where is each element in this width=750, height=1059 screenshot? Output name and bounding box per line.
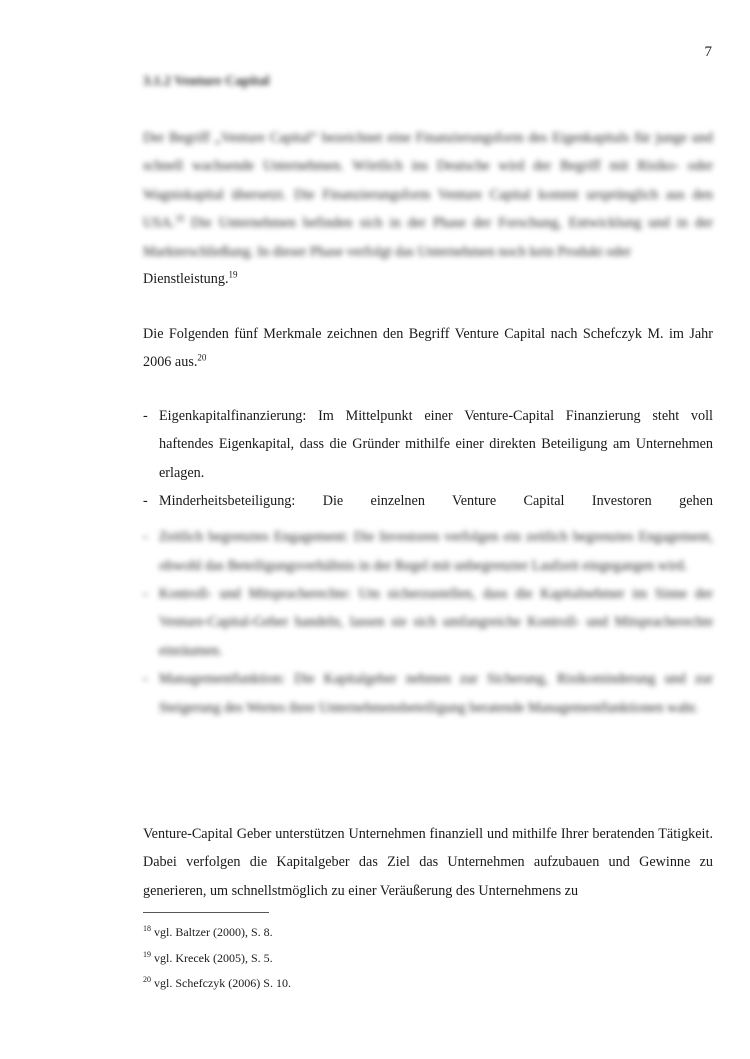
bullet-dash: - <box>143 408 148 424</box>
list-item-text: Managementfunktion: Die Kapitalgeber nehmen zur Sicherung, Risikominderung und zur Steigerung des Wertes ihrer Unternehmensbeteiligung beratende Managementfunktionen wahr. <box>159 671 713 716</box>
paragraph-1-blurred <box>143 124 713 266</box>
list-item <box>143 523 713 580</box>
footnote-text: vgl. Baltzer (2000), S. 8. <box>154 925 273 939</box>
list-item <box>143 402 713 487</box>
footnote-ref-20: 20 <box>197 352 207 363</box>
list-item-text: Zeitlich begrenztes Engagement: Die Investoren verfolgen ein zeitlich begrenztes Engagement, obwohl das Beteiligungsverhältnis in der Regel mit unbegrenzter Laufzeit eingegangen wird. <box>159 529 713 574</box>
bullet-dash: - <box>143 493 148 510</box>
paragraph-2-text: Die Folgenden fünf Merkmale zeichnen den Begriff Venture Capital nach Schefczyk M. im Jahr 2006 aus. <box>143 326 713 371</box>
paragraph-1-text: Der Begriff „Venture Capital“ bezeichnet eine Finanzierungsform des Eigenkapitals für junge und schnell wachsende Unternehmen. Wörtlich ins Deutsche wird der Begriff mit Risiko- oder Wagniskapital übersetzt. Die Finanzierungsform Venture Capital kommt ursprünglich aus den USA. <box>143 130 713 232</box>
list-item <box>143 665 713 722</box>
list-item-text: Eigenkapitalfinanzierung: Im Mittelpunkt einer Venture-Capital Finanzierung steht voll haftendes Eigenkapital, dass die Gründer mithilfe einer direkten Beteiligung am Unternehmen erlagen. <box>159 408 713 481</box>
footnote <box>143 946 291 972</box>
page-number: 7 <box>704 44 712 60</box>
bullet-dash: - <box>143 529 148 546</box>
footnote <box>143 971 291 997</box>
list-item <box>143 487 713 523</box>
footnote-text: vgl. Krecek (2005), S. 5. <box>154 950 273 965</box>
section-heading: 3.1.2 Venture Capital <box>143 74 270 89</box>
list-item <box>143 580 713 665</box>
footnote-number: 18 <box>143 924 151 933</box>
footnote-number: 19 <box>143 949 151 959</box>
paragraph-2 <box>143 320 713 377</box>
paragraph-1-last-line <box>143 265 713 293</box>
footnote <box>143 920 291 946</box>
footnote-separator <box>143 912 269 913</box>
paragraph-1-text-continued: Die Unternehmen befinden sich in der Phase der Forschung, Entwicklung und in der Markterschließung. In dieser Phase verfolgt das Unternehmen noch kein Produkt oder <box>143 215 713 260</box>
footnote-ref-19: 19 <box>228 269 238 280</box>
footnote-ref-18: 18 <box>174 213 184 224</box>
bullet-dash: - <box>143 671 148 688</box>
footnote-number: 20 <box>143 975 151 984</box>
bullet-dash: - <box>143 586 148 603</box>
footnotes <box>143 920 291 997</box>
paragraph-3: Venture-Capital Geber unterstützen Unternehmen finanziell und mithilfe Ihrer beratenden Tätigkeit. Dabei verfolgen die Kapitalgeber das Ziel das Unternehmen aufzubauen und Gewinne zu generieren, um schnellstmöglich zu einer Veräußerung des Unternehmens zu <box>143 826 713 899</box>
characteristics-list <box>143 402 713 722</box>
paragraph-1-last-line-text: Dienstleistung. <box>143 271 229 287</box>
footnote-text: vgl. Schefczyk (2006) S. 10. <box>154 976 291 990</box>
list-item-text: Kontroll- und Mitspracherechte: Um sicherzustellen, dass die Kapitalnehmer im Sinne der Venture-Capital-Geber handeln, lassen sie sich umfangreiche Kontroll- und Mitspracherechte einräumen. <box>159 586 713 659</box>
list-item-text: Minderheitsbeteiligung: Die einzelnen Venture Capital Investoren gehen <box>159 493 713 510</box>
